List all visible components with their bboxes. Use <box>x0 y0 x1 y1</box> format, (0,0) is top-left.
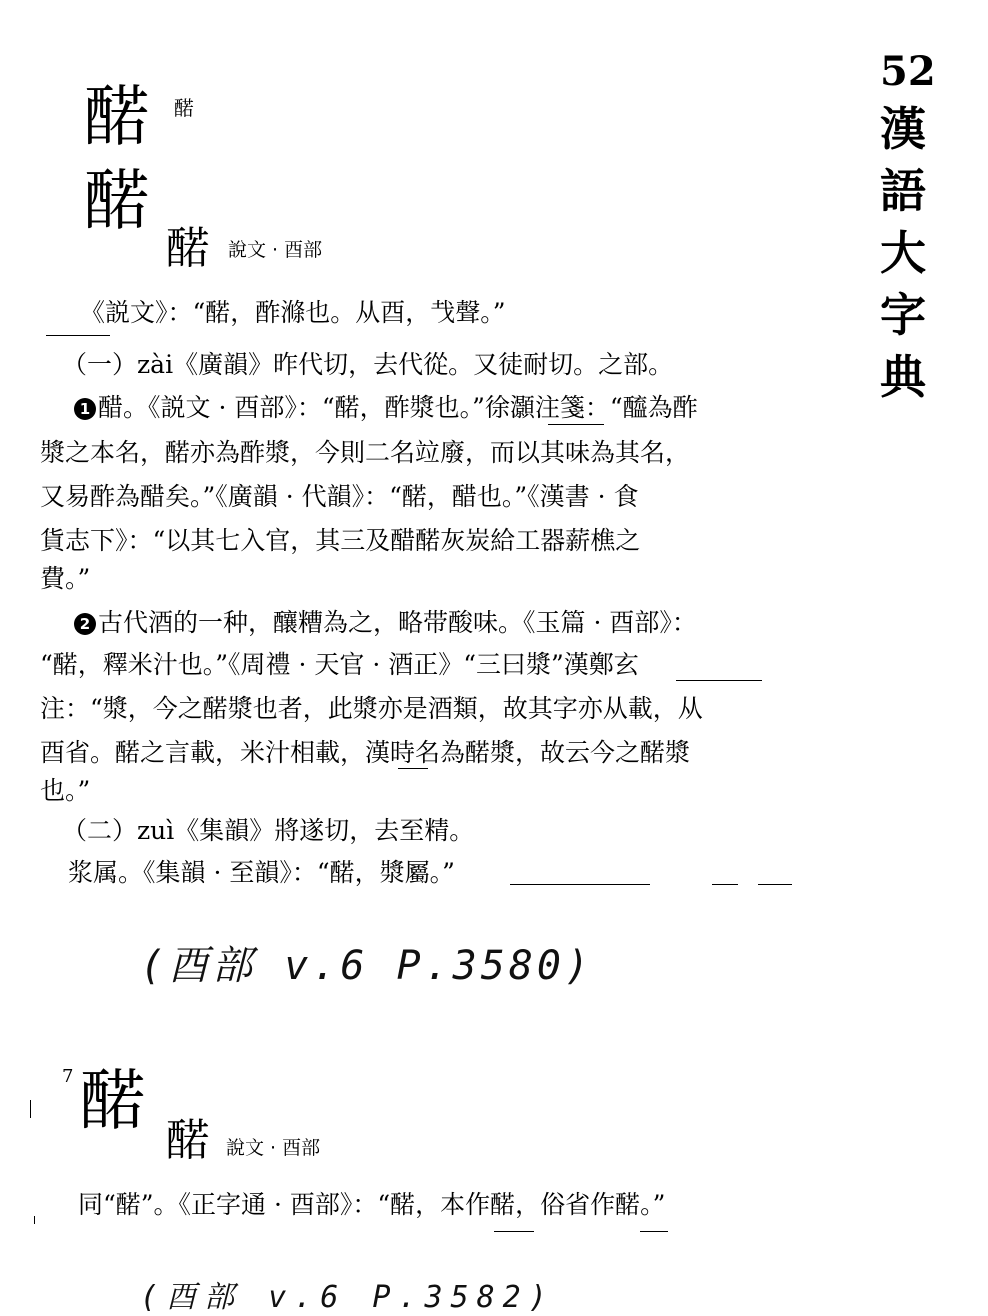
handwritten-annotation: (酉部 v.6 P.3580) <box>140 943 594 989</box>
shuowen-quote: 《説文》：“䤀，酢滌也。从酉，𢦏聲。” <box>80 298 506 327</box>
body-line: 貨志下》：“以其七入官，其三及醋䤀灰炭給工器薪樵之 <box>40 526 641 555</box>
reading-two-header: （二）zuì《集韻》將遂切，去至精。 <box>62 816 475 845</box>
source-reference: 說文 · 酉部 <box>226 1137 321 1159</box>
quote-rule <box>46 335 110 336</box>
body-line: 也。” <box>40 776 91 805</box>
sense-one-line <box>74 395 698 420</box>
head-character-entry-two: 䤀 <box>80 1062 146 1139</box>
name-underline <box>676 680 762 681</box>
entry-stroke-count: 7 <box>62 1066 74 1087</box>
body-line: 又易酢為醋矣。”《廣韻 · 代韻》：“䤀，醋也。”《漢書 · 食 <box>40 482 639 511</box>
sense-number-badge: 2 <box>74 613 96 635</box>
handwritten-annotation: (酉部 v.6 P.3582) <box>140 1280 555 1315</box>
margin-mark <box>34 1216 35 1224</box>
body-line: 浆属。《集韻 · 至韻》：“䤀，漿屬。” <box>68 858 455 887</box>
body-line: 費。” <box>40 564 91 593</box>
scan-rule <box>640 1231 668 1232</box>
body-line: 酉省。䤀之言載，米汁相載，漢時名為䤀漿，故云今之䤀漿 <box>40 738 691 767</box>
body-line: 注：“漿，今之䤀漿也者，此漿亦是酒類，故其字亦从載，从 <box>40 694 703 723</box>
sense-number-badge: 1 <box>74 398 96 420</box>
name-underline <box>548 424 604 425</box>
sense-two-line <box>74 610 697 635</box>
scan-rule <box>758 884 792 885</box>
source-reference: 說文 · 酉部 <box>228 239 323 261</box>
reading-one-header: （一）zài《廣韻》昨代切，去代從。又徒耐切。之部。 <box>62 350 674 379</box>
scan-rule <box>494 1231 534 1232</box>
dictionary-title: 漢語大字典 <box>880 102 926 404</box>
seal-script-glyph: 䤀 <box>166 1115 210 1166</box>
head-character-main: 䤀 <box>84 162 150 239</box>
volume-page-number: 52 <box>880 48 936 95</box>
head-character-variant: 䤀 <box>84 78 150 155</box>
body-line: “䤀，釋米汁也。”《周禮 · 天官 · 酒正》“三曰漿”漢鄭玄 <box>40 650 639 679</box>
scan-rule <box>510 884 650 885</box>
name-underline <box>398 768 428 769</box>
sense-two-text: 古代酒的一种，釀糟為之，略带酸味。《玉篇 · 酉部》： <box>98 608 697 637</box>
margin-mark <box>30 1100 31 1118</box>
body-line: 漿之本名，䤀亦為酢漿，今則二名竝廢，而以其味為其名， <box>40 438 691 467</box>
scan-rule <box>712 884 738 885</box>
sense-one-text: 醋。《説文 · 酉部》：“䤀，酢漿也。”徐灝注箋：“醯為酢 <box>98 393 698 422</box>
seal-script-glyph: 䤀 <box>166 223 210 274</box>
entry-two-text: 同“䤀”。《正字通 · 酉部》：“䤀，本作䤀，俗省作䤀。” <box>78 1190 666 1219</box>
head-character-small: 䤀 <box>174 96 194 120</box>
